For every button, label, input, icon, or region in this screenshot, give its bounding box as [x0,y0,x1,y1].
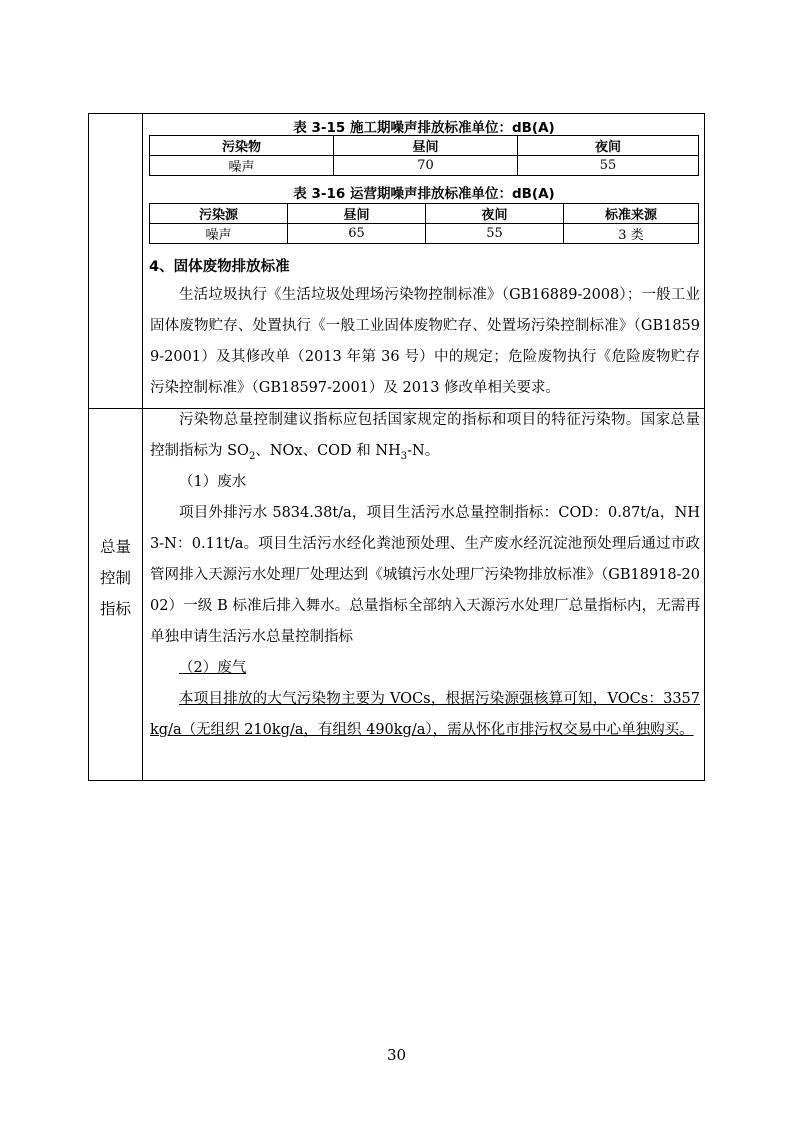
table2-header-cell: 污染源 [150,204,288,224]
gas-paragraph [150,684,700,746]
table2-cell: 噪声 [150,224,288,244]
table-header-row [150,136,699,156]
table1-header-cell: 污染物 [150,136,334,156]
label-line: 总量 [99,538,131,556]
table2-caption: 表 3-16 运营期噪声排放标准单位：dB(A) [293,186,555,202]
table2-header-cell: 夜间 [426,204,564,224]
table2-header-cell: 昼间 [288,204,426,224]
label-line: 指标 [99,600,131,618]
table1-caption: 表 3-15 施工期噪声排放标准单位：dB(A) [293,120,555,136]
intro-text: 、NOx、COD 和 NH [255,443,401,459]
table2-cell: 55 [426,224,564,244]
gas-text: 本项目排放的大气污染物主要为 VOCs，根据污染源强核算可知，VOCs：3357kg/a（无组织 210kg/a，有组织 490kg/a），需从怀化市排污权交易中心单独购买。 [150,691,700,738]
page-number: 30 [386,1046,407,1064]
column-divider [142,114,143,780]
label-line: 控制 [99,569,131,587]
intro-text: 污染物总量控制建议指标应包括国家规定的指标和项目的特征污染物。国家总量控制指标为 SO [150,412,700,459]
subscript: 3 [400,450,408,462]
table1-header-cell: 夜间 [518,136,699,156]
table1-cell: 55 [518,156,699,176]
table-header-row [150,204,699,224]
table2-cell: 65 [288,224,426,244]
table2 [149,203,699,244]
wastewater-heading: （1）废水 [179,474,247,490]
table1-cell: 噪声 [150,156,334,176]
section-heading: 4、固体废物排放标准 [149,259,290,275]
gas-heading [150,653,700,684]
table1 [149,135,699,176]
table-row [150,156,699,176]
table1-header-cell: 昼间 [334,136,518,156]
subscript: 2 [248,450,256,462]
table2-cell: 3 类 [564,224,699,244]
solid-waste-paragraph: 生活垃圾执行《生活垃圾处理场污染物控制标准》（GB16889-2008）；一般工业固体废物贮存、处置执行《一般工业固体废物贮存、处置场污染控制标准》（GB18599-2001）及其修改单（2013 年第 36 号）中的规定；危险废物执行《危险废物贮存污染控制标准》（GB18597-2001）及 2013 修改单相关要求。 [150,287,700,396]
gas-heading-text: （2）废气 [179,660,247,676]
table-row [150,224,699,244]
content-frame [88,113,705,781]
total-control-label [89,532,142,625]
intro-text: -N。 [407,443,440,459]
table1-cell: 70 [334,156,518,176]
wastewater-paragraph: 项目外排污水 5834.38t/a，项目生活污水总量控制指标：COD：0.87t/a，NH3-N：0.11t/a。项目生活污水经化粪池预处理、生产废水经沉淀池预处理后通过市政管网排入天源污水处理厂处理达到《城镇污水处理厂污染物排放标准》（GB18918-2002）一级 B 标准后排入舞水。总量指标全部纳入天源污水处理厂总量指标内，无需再单独申请生活污水总量控制指标 [150,505,700,645]
total-control-intro [150,405,700,472]
table2-header-cell: 标准来源 [564,204,699,224]
